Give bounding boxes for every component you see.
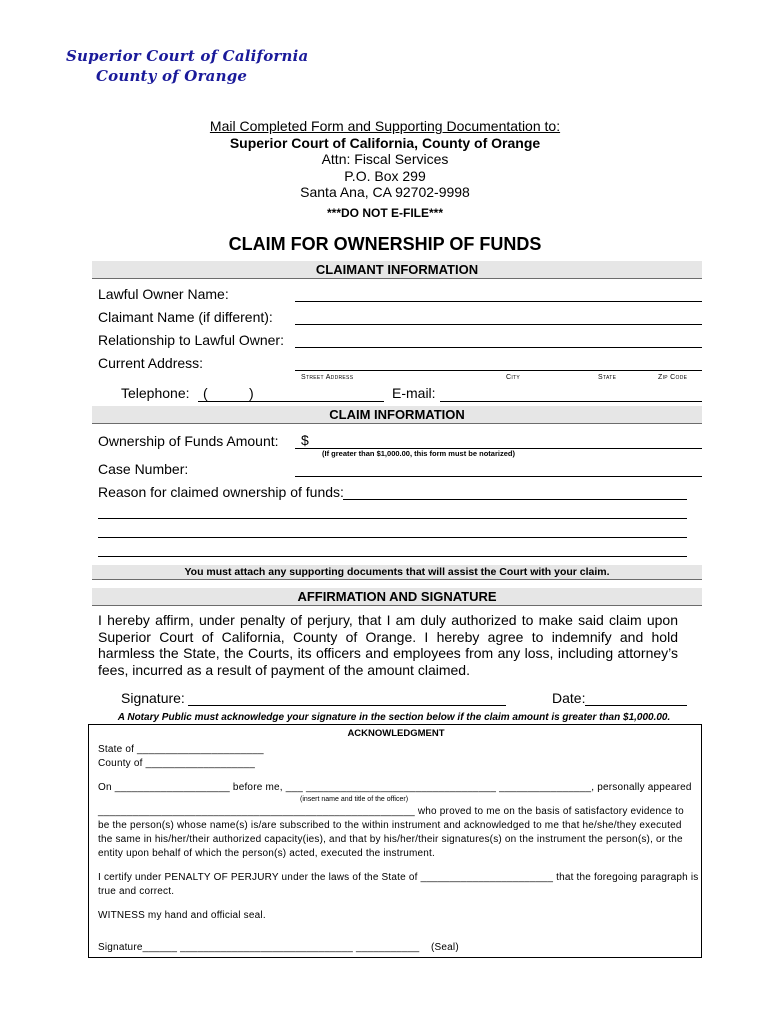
mailing-court: Superior Court of California, County of Orange: [229, 134, 541, 151]
mailing-address-block: [0, 118, 770, 221]
reason-field-line4[interactable]: [98, 556, 687, 557]
email-label: E-mail:: [392, 385, 436, 401]
form-title: CLAIM FOR OWNERSHIP OF FUNDS: [228, 234, 542, 254]
reason-field-line3[interactable]: [98, 537, 687, 538]
notary-signature-line: Signature______ ______________________________ ___________: [98, 942, 420, 953]
dollar-sign: $: [301, 432, 309, 448]
do-not-efile-warning: ***DO NOT E-FILE***: [326, 205, 443, 220]
case-number-label: Case Number:: [98, 461, 189, 477]
insert-officer-caption: (insert name and title of the officer): [300, 796, 409, 803]
telephone-paren-close: ): [249, 385, 254, 401]
notary-state-line: State of ______________________: [98, 744, 264, 755]
notary-paragraph-line2: be the person(s) whose name(s) is/are subscribed to the within instrument and acknowledged to me that he/she/they executed: [98, 820, 682, 831]
relationship-field[interactable]: [295, 347, 702, 348]
reason-label: Reason for claimed ownership of funds:: [98, 484, 344, 500]
telephone-field[interactable]: [198, 401, 384, 402]
notary-proved-line: _______________________________________________________ who proved to me on the basis of satisfactory evidence to: [98, 806, 684, 817]
state-caption: State: [598, 374, 617, 381]
notary-witness-line: WITNESS my hand and official seal.: [98, 910, 266, 921]
signature-field[interactable]: [188, 705, 506, 706]
notary-paragraph-line4: entity upon behalf of which the person(s) acted, executed the instrument.: [98, 848, 436, 859]
notary-certify-line1: I certify under PENALTY OF PERJURY under the laws of the State of _______________________ that the foregoing paragraph is: [98, 872, 699, 883]
reason-field-line1[interactable]: [343, 499, 687, 500]
claimant-name-label: Claimant Name (if different):: [98, 309, 273, 325]
affirmation-text: I hereby affirm, under penalty of perjury, that I am duly authorized to make said claim upon Superior Court of California, County of Orange. I hereby agree to indemnify and hold harmless the State, the Courts, its officers and employees from any loss, including attorney’s fees, incurred as a result of payment of the amount claimed.: [98, 612, 678, 678]
claimant-information-heading: CLAIMANT INFORMATION: [92, 261, 702, 279]
notary-seal-label: (Seal): [431, 942, 459, 953]
notary-paragraph-line3: the same in his/her/their authorized capacity(ies), and that by his/her/their signatures(s) on the instrument the person(s), or the: [98, 834, 683, 845]
mailing-city: Santa Ana, CA 92702-9998: [300, 184, 470, 200]
lawful-owner-label: Lawful Owner Name:: [98, 286, 229, 302]
telephone-paren-open: (: [203, 385, 208, 401]
claimant-name-field[interactable]: [295, 324, 702, 325]
notary-on-line: On ____________________ before me, ___ _________________________________ ________________, personally appeared: [98, 782, 692, 793]
city-caption: City: [506, 374, 521, 381]
notarize-note: (If greater than $1,000.00, this form must be notarized): [322, 449, 515, 458]
affirmation-heading: AFFIRMATION AND SIGNATURE: [92, 588, 702, 606]
telephone-label: Telephone:: [121, 385, 190, 401]
signature-label: Signature:: [121, 690, 185, 706]
lawful-owner-field[interactable]: [295, 301, 702, 302]
street-address-caption: Street Address: [301, 374, 354, 381]
acknowledgment-title: ACKNOWLEDGMENT: [347, 728, 445, 739]
notary-acknowledgment-box: [88, 724, 702, 958]
court-logo-line1: Superior Court of California: [66, 47, 309, 65]
court-logo-line2: County of Orange: [96, 67, 248, 85]
date-label: Date:: [552, 690, 586, 706]
claim-information-heading: CLAIM INFORMATION: [92, 406, 702, 424]
relationship-label: Relationship to Lawful Owner:: [98, 332, 284, 348]
current-address-field[interactable]: [295, 370, 702, 371]
mailing-attn: Attn: Fiscal Services: [321, 151, 449, 167]
date-field[interactable]: [585, 705, 687, 706]
mailing-intro: Mail Completed Form and Supporting Documentation to:: [209, 118, 561, 134]
case-number-field[interactable]: [295, 476, 702, 477]
court-logo: [66, 46, 308, 86]
zip-code-caption: Zip Code: [658, 374, 688, 381]
mailing-box: P.O. Box 299: [344, 167, 426, 184]
notary-county-line: County of ___________________: [98, 758, 256, 769]
notary-instruction: A Notary Public must acknowledge your signature in the section below if the claim amount is greater than $1,000.00.: [117, 712, 671, 723]
current-address-label: Current Address:: [98, 355, 204, 371]
funds-amount-label: Ownership of Funds Amount:: [98, 433, 279, 449]
attach-documents-note: You must attach any supporting documents that will assist the Court with your claim.: [92, 565, 702, 580]
notary-certify-line2: true and correct.: [98, 886, 175, 897]
reason-field-line2[interactable]: [98, 518, 687, 519]
email-field[interactable]: [440, 401, 702, 402]
